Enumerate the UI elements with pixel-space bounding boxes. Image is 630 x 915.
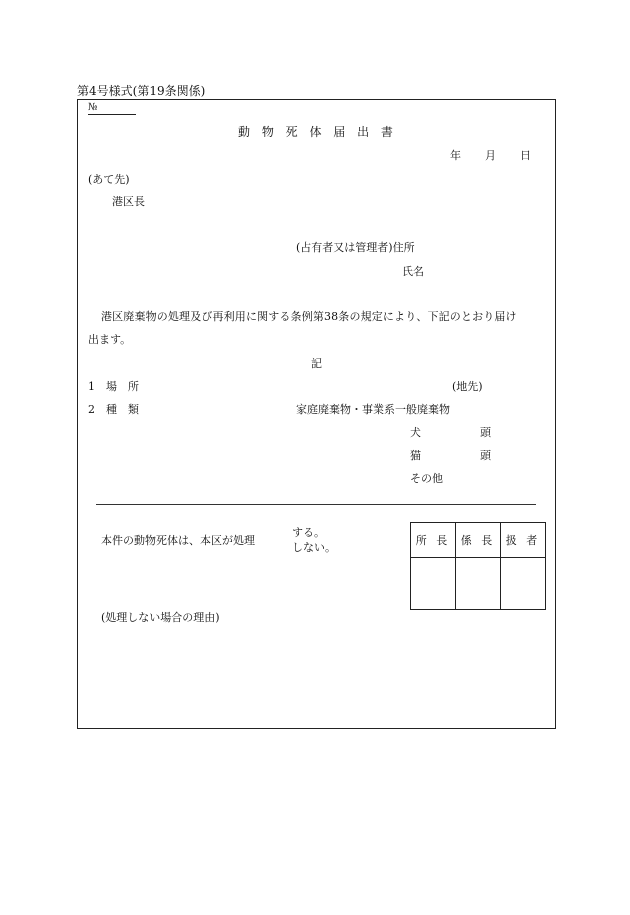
office-option-yes: する。 — [292, 526, 325, 539]
place-label: 1 場 所 — [88, 380, 139, 393]
type-label: 2 種 類 — [88, 403, 139, 416]
body-text-line2: 出ます。 — [88, 333, 132, 346]
addressee: 港区長 — [112, 195, 145, 208]
no-field-underline — [88, 114, 136, 115]
form-number: 第4号様式(第19条関係) — [77, 84, 206, 98]
body-text-line1: 港区廃棄物の処理及び再利用に関する条例第38条の規定により、下記のとおり届け — [101, 310, 517, 323]
animal-dog-label: 犬 — [410, 426, 421, 439]
animal-cat-label: 猫 — [410, 449, 421, 462]
approval-stamp-handler — [501, 558, 546, 610]
animal-other-label: その他 — [410, 472, 443, 485]
approval-header-chief: 係 長 — [456, 523, 501, 558]
addressee-label: (あて先) — [88, 173, 130, 186]
no-label: № — [88, 102, 98, 113]
approval-stamp-chief — [456, 558, 501, 610]
note-label: 記 — [311, 357, 322, 370]
animal-dog-unit: 頭 — [480, 426, 491, 439]
approval-header-director: 所 長 — [411, 523, 456, 558]
date-year: 年 — [450, 149, 461, 162]
applicant-name-label: 氏名 — [402, 265, 424, 278]
approval-stamp-director — [411, 558, 456, 610]
reason-label: (処理しない場合の理由) — [101, 611, 220, 624]
document-title: 動 物 死 体 届 出 書 — [238, 125, 397, 139]
office-option-no: しない。 — [292, 541, 336, 554]
approval-header-handler: 扱 者 — [501, 523, 546, 558]
applicant-address-label: (占有者又は管理者)住所 — [296, 241, 415, 254]
date-month: 月 — [485, 149, 496, 162]
approval-stamp-table — [410, 522, 546, 610]
type-value: 家庭廃棄物・事業系一般廃棄物 — [296, 403, 450, 416]
date-day: 日 — [520, 149, 531, 162]
animal-cat-unit: 頭 — [480, 449, 491, 462]
office-statement: 本件の動物死体は、本区が処理 — [101, 534, 255, 547]
place-suffix: (地先) — [452, 380, 483, 393]
office-use-divider — [96, 504, 536, 505]
